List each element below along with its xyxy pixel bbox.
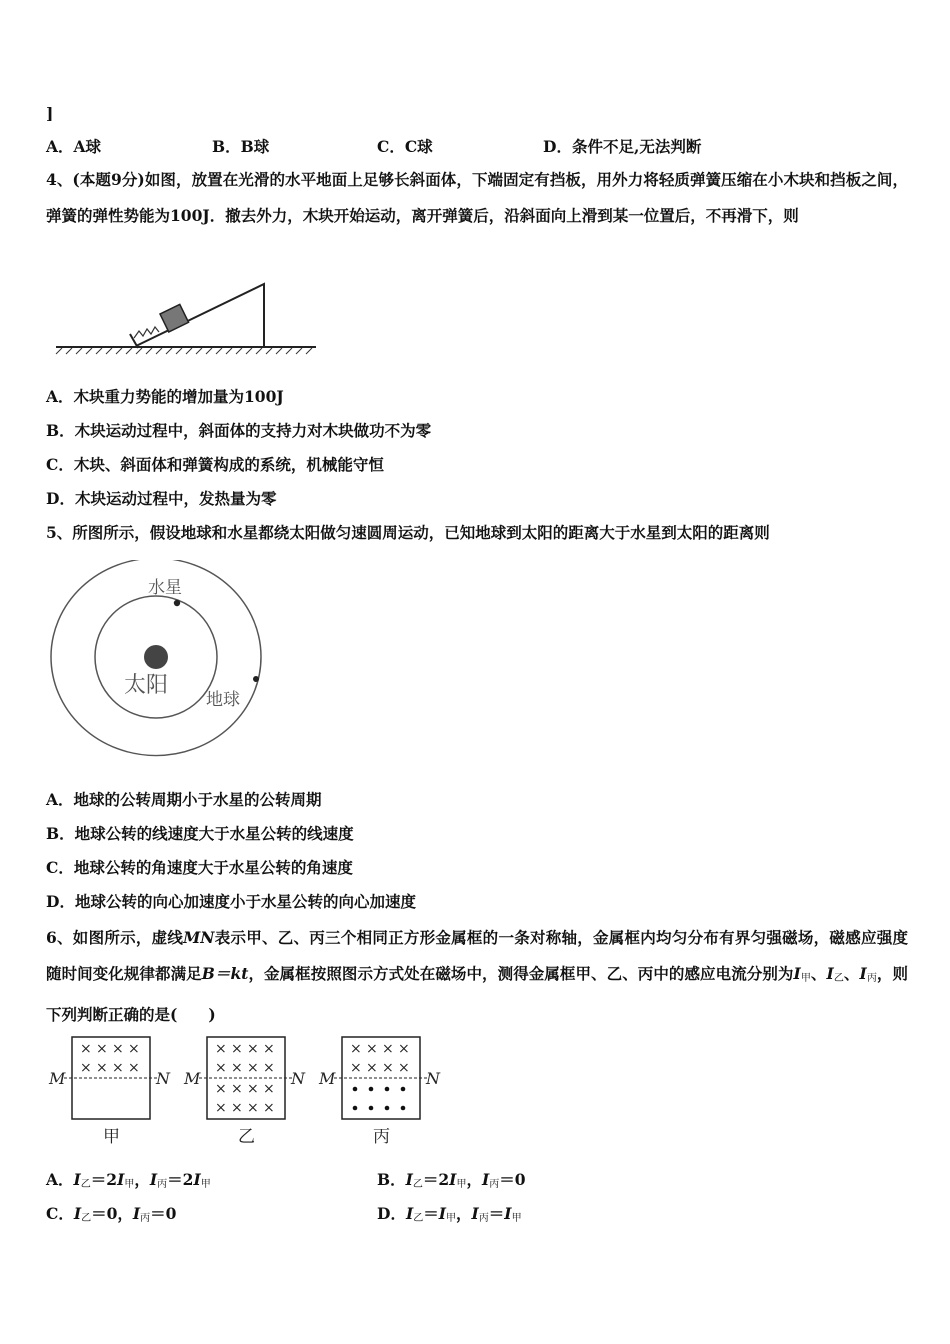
svg-text:×: × [247, 1081, 259, 1097]
svg-text:×: × [263, 1041, 275, 1057]
svg-text:×: × [247, 1100, 259, 1116]
sun-label: 太阳 [124, 673, 169, 698]
svg-text:×: × [215, 1081, 227, 1097]
q3-option-b[interactable]: B．B球 [212, 137, 270, 156]
svg-text:×: × [112, 1041, 124, 1057]
svg-text:×: × [215, 1041, 227, 1057]
svg-text:×: × [398, 1041, 410, 1057]
axis-n-label: N [426, 1069, 440, 1088]
q4-incline-figure [48, 276, 323, 356]
field-into-page-marks [80, 1041, 140, 1076]
leftover-bracket: ] [46, 104, 54, 123]
q4-option-d[interactable]: D．木块运动过程中，发热量为零 [46, 489, 277, 508]
axis-n-label: N [156, 1069, 170, 1088]
q5-option-a[interactable]: A．地球的公转周期小于水星的公转周期 [46, 790, 322, 809]
q4-stem: 4、(本题9分)如图，放置在光滑的水平地面上足够长斜面体，下端固定有挡板，用外力将轻质弹簧压缩在小木块和挡板之间，弹簧的弹性势能为100J．撤去外力，木块开始运动，离开弹簧后，沿斜面向上滑到某一位置后，不再滑下，则 [46, 170, 908, 225]
field-into-page-marks [350, 1041, 410, 1076]
svg-text:×: × [382, 1060, 394, 1076]
q6-option-a[interactable]: A．$I_乙=2I_甲$，$I_丙=2I_甲$ [46, 1170, 211, 1190]
svg-text:×: × [366, 1060, 378, 1076]
svg-text:×: × [382, 1041, 394, 1057]
frame-label-bing: 丙 [373, 1127, 390, 1147]
earth-dot [253, 676, 259, 682]
svg-text:×: × [350, 1060, 362, 1076]
q4-option-c[interactable]: C．木块、斜面体和弹簧构成的系统，机械能守恒 [46, 455, 384, 474]
svg-text:×: × [128, 1060, 140, 1076]
svg-text:×: × [263, 1100, 275, 1116]
q4-option-b[interactable]: B．木块运动过程中，斜面体的支持力对木块做功不为零 [46, 421, 432, 440]
svg-text:×: × [263, 1060, 275, 1076]
svg-text:×: × [263, 1081, 275, 1097]
stop-plate [130, 334, 138, 348]
frame-jia [48, 1037, 171, 1147]
svg-text:×: × [231, 1041, 243, 1057]
svg-text:×: × [96, 1041, 108, 1057]
q6-option-b[interactable]: B．$I_乙=2I_甲$，$I_丙=0$ [377, 1170, 526, 1190]
q4-option-a[interactable]: A．木块重力势能的增加量为100J [46, 387, 284, 406]
axis-m-label: M [49, 1069, 66, 1088]
q3-option-a[interactable]: A．A球 [46, 137, 102, 156]
svg-text:×: × [231, 1081, 243, 1097]
frame-label-yi: 乙 [238, 1127, 255, 1147]
q6-option-c[interactable]: C．$I_乙=0$，$I_丙=0$ [46, 1204, 177, 1224]
svg-text:×: × [366, 1041, 378, 1057]
axis-m-label: M [319, 1069, 336, 1088]
earth-label: 地球 [206, 690, 240, 710]
mercury-dot [174, 600, 180, 606]
q5-option-d[interactable]: D．地球公转的向心加速度小于水星公转的向心加速度 [46, 892, 416, 911]
q5-option-c[interactable]: C．地球公转的角速度大于水星公转的角速度 [46, 858, 353, 877]
q5-orbit-figure [48, 560, 274, 760]
svg-text:×: × [247, 1041, 259, 1057]
q6-frames-figure [46, 1034, 456, 1149]
frame-yi [183, 1037, 306, 1147]
svg-text:×: × [112, 1060, 124, 1076]
svg-text:×: × [231, 1100, 243, 1116]
frame-label-jia: 甲 [103, 1127, 120, 1147]
svg-text:×: × [80, 1060, 92, 1076]
axis-n-label: N [291, 1069, 305, 1088]
q6-stem: 6、如图所示，虚线MN表示甲、乙、丙三个相同正方形金属框的一条对称轴，金属框内均匀分布有界匀强磁场，磁感应强度随时间变化规律都满足B＝kt，金属框按照图示方式处在磁场中，测得金属框甲、乙、丙中的感应电流分别为$I_甲$、$I_乙$、$I_丙$，则下列判断正确的是( ) [46, 928, 908, 1024]
svg-text:×: × [215, 1060, 227, 1076]
svg-text:×: × [247, 1060, 259, 1076]
mercury-label: 水星 [148, 578, 182, 598]
q5-option-b[interactable]: B．地球公转的线速度大于水星公转的线速度 [46, 824, 354, 843]
q3-option-d[interactable]: D．条件不足,无法判断 [543, 137, 702, 156]
svg-text:×: × [350, 1041, 362, 1057]
q6-option-d[interactable]: D．$I_乙=I_甲$，$I_丙=I_甲$ [377, 1204, 522, 1224]
svg-text:×: × [80, 1041, 92, 1057]
svg-text:×: × [231, 1060, 243, 1076]
svg-text:×: × [96, 1060, 108, 1076]
incline-body [136, 284, 264, 347]
field-out-of-page-dots [353, 1087, 406, 1111]
ground-hatching [56, 348, 312, 354]
svg-text:×: × [128, 1041, 140, 1057]
svg-text:×: × [215, 1100, 227, 1116]
q5-stem: 5、所图所示，假设地球和水星都绕太阳做匀速圆周运动，已知地球到太阳的距离大于水星到太阳的距离则 [46, 523, 770, 542]
q3-option-c[interactable]: C．C球 [377, 137, 433, 156]
sun-dot [144, 645, 168, 669]
axis-m-label: M [184, 1069, 201, 1088]
svg-text:×: × [398, 1060, 410, 1076]
frame-bing [318, 1037, 441, 1147]
wooden-block [160, 304, 189, 332]
